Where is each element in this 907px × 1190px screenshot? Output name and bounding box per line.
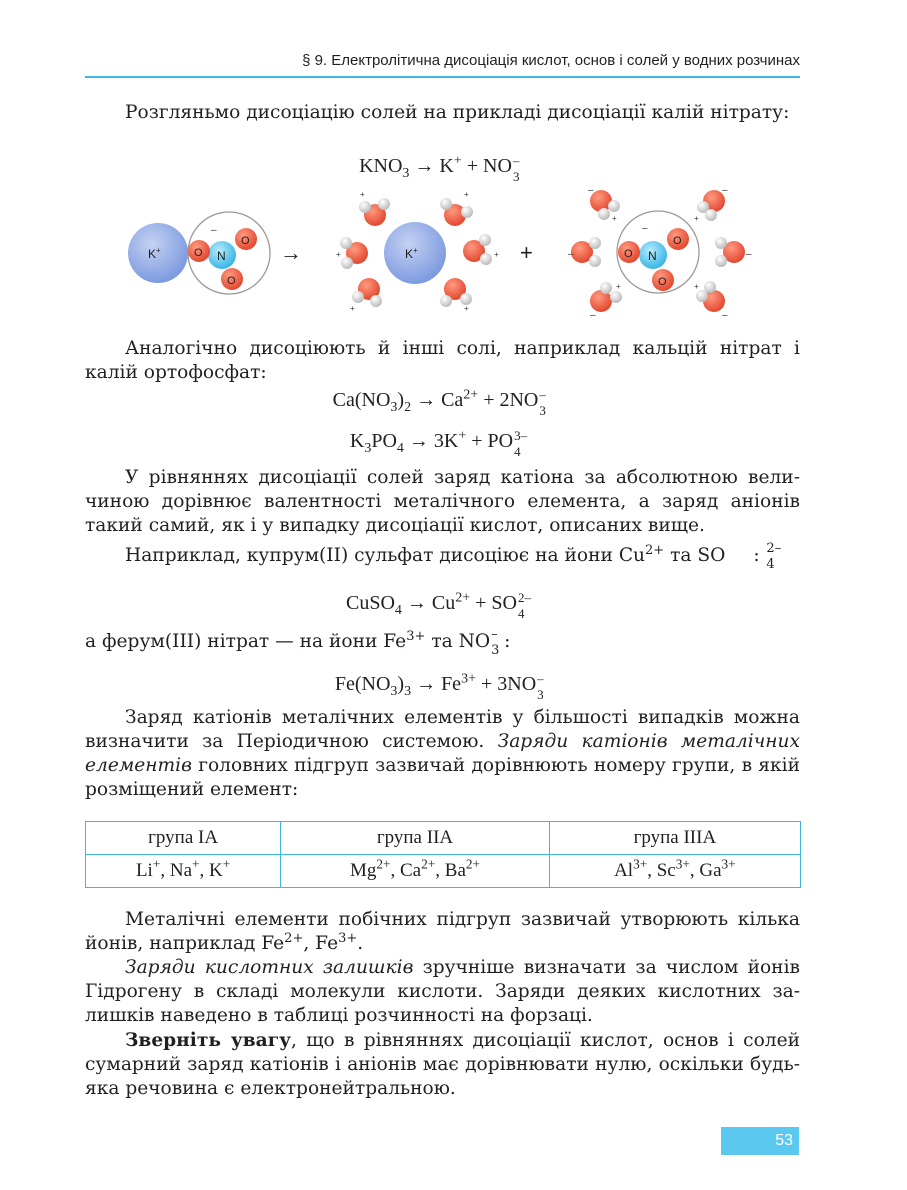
table-cell: $Mg^{2+}$, $Ca^{2+}$, $Ba^{2+}$ <box>281 855 550 888</box>
water-molecule-icon <box>463 234 492 265</box>
water-molecule-icon <box>571 237 601 267</box>
running-header: § 9. Електролітична дисоціація кислот, основ і солей у водних розчинах <box>85 52 800 78</box>
equation-iron-nitrate: $Fe(NO_3)_3 \to Fe^{3+} + 3NO$ – 3 <box>334 671 544 702</box>
paragraph-intro: Розгляньмо дисоціацію солей на прикладі дисоціації калій нітрату: <box>125 102 790 123</box>
svg-text:K+: K+ <box>405 246 418 261</box>
water-molecule-icon <box>696 281 725 312</box>
svg-text:+: + <box>694 282 699 291</box>
svg-text:+: + <box>464 304 469 313</box>
table-header-cell: група ІІА <box>281 822 550 855</box>
svg-text:O: O <box>241 235 250 247</box>
svg-text:+: + <box>494 250 499 259</box>
paragraph-charge-rule: У рівняннях дисоціації солей заряд катіона за абсолютною величиною дорівнює валентності металічного елемента, а заряд аніонів такий самий, як і у випадку дисоціації кислот, описаних вище. <box>85 467 800 536</box>
svg-text:–: – <box>722 310 728 320</box>
equation-calcium-nitrate: $Ca(NO_3)_2 \to Ca^{2+} + 2NO$ – 3 <box>332 387 546 418</box>
svg-text:+: + <box>612 214 617 223</box>
svg-text:+: + <box>464 190 469 199</box>
svg-text:+: + <box>616 282 621 291</box>
paragraph-example-copper: Наприклад, купрум(ІІ) сульфат дисоціює на йони $Cu^{2+}$ та SO 2– 4 : <box>125 541 782 572</box>
svg-text:–: – <box>746 249 752 260</box>
svg-text:–: – <box>568 249 574 260</box>
svg-text:O: O <box>624 248 633 260</box>
dissociation-diagram <box>110 185 790 320</box>
svg-text:O: O <box>227 275 236 287</box>
paragraph-periodic-system: Заряд катіонів металічних елементів у більшості випадків можна визначити за Періодичною системою. Заряди катіонів металічних елементів головних підгруп зазвичай дорівнюють номеру групи, в якій розміщений елемент: <box>85 707 800 800</box>
table-header-cell: група ІІІА <box>549 822 800 855</box>
svg-text:N: N <box>648 249 657 263</box>
paragraph-side-subgroups: Металічні елементи побічних підгруп зазвичай утворюють кілька йонів, наприклад $Fe^{2+}$, $Fe^{3+}$. <box>85 909 800 954</box>
water-molecule-icon <box>697 190 725 221</box>
equation-copper-sulfate: CuSO$_4$ → $Cu^{2+}$ + SO 2– 4 <box>345 590 531 621</box>
svg-text:+: + <box>350 304 355 313</box>
svg-text:N: N <box>217 249 226 263</box>
water-molecule-icon <box>352 278 382 307</box>
svg-text:–: – <box>590 310 596 320</box>
svg-text:K+: K+ <box>148 246 161 261</box>
hydrated-nitrate-ion <box>568 185 752 320</box>
page-number: 53 <box>721 1127 799 1155</box>
water-molecule-icon <box>440 198 473 226</box>
cation-charge-table <box>85 821 801 888</box>
svg-text:O: O <box>194 247 203 259</box>
paragraph-attention: Зверніть увагу, що в рівняннях дисоціації кислот, основ і солей сумарний заряд катіонів і аніонів має дорівнювати нулю, оскільки будь-яка речовина є електронейтральною. <box>85 1030 800 1099</box>
equation-kno3: $KNO_3 \to K^+$ + NO – 3 <box>359 153 520 184</box>
table-row <box>86 855 801 888</box>
water-molecule-icon <box>340 237 368 269</box>
svg-text:O: O <box>673 235 682 247</box>
water-molecule-icon <box>440 278 472 307</box>
svg-text:+: + <box>694 214 699 223</box>
table-cell: $Al^{3+}$, $Sc^{3+}$, $Ga^{3+}$ <box>549 855 800 888</box>
paragraph-example-iron: а ферум(ІІІ) нітрат — на йони $Fe^{3+}$ та NO – 3 : <box>85 627 511 658</box>
water-molecule-icon <box>715 237 745 267</box>
svg-text:+: + <box>336 250 341 259</box>
table-header-cell: група ІА <box>86 822 281 855</box>
table-header-row <box>86 822 801 855</box>
table-cell: Li+, Na+, K+ <box>86 855 281 888</box>
hydrated-potassium-ion <box>336 190 499 313</box>
paragraph-acid-residues: Заряди кислотних залишків зручніше визначати за числом йонів Гідрогену в складі молекули кислоти. Заряди деяких кислотних залишків наведено в таблиці розчинності на форзаці. <box>85 957 800 1026</box>
svg-text:–: – <box>722 185 728 196</box>
svg-text:–: – <box>642 223 648 234</box>
svg-text:–: – <box>211 225 217 236</box>
paragraph-analogous: Аналогічно дисоціюють й інші солі, наприклад кальцій нітрат і калій ортофосфат: <box>85 338 800 383</box>
svg-text:+: + <box>360 190 365 199</box>
svg-text:O: O <box>658 276 667 288</box>
plus-sign: + <box>520 240 533 265</box>
water-molecule-icon <box>359 198 390 226</box>
equation-potassium-phosphate: $K_3PO_4 \to 3K^+$ + PO 3– 4 <box>349 428 528 459</box>
svg-text:–: – <box>588 185 594 196</box>
reaction-arrow-icon: → <box>280 240 302 265</box>
